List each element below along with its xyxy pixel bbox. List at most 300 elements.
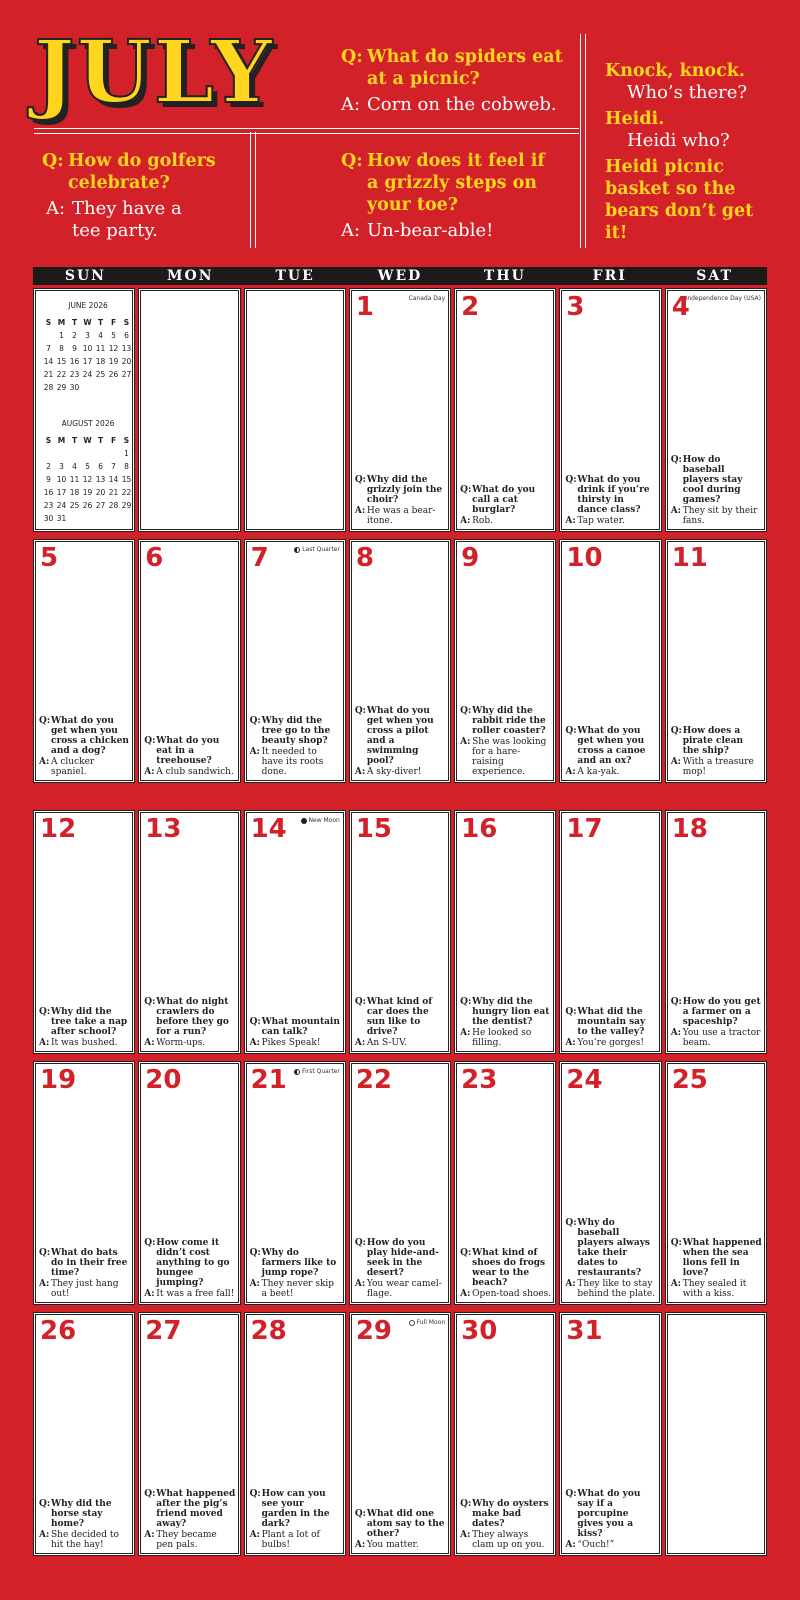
joke-question: How does it feel if a grizzly steps on your toe? <box>367 151 545 215</box>
day-cell-12[interactable] <box>33 810 135 1054</box>
mini-calendar-day <box>81 381 94 394</box>
day-cell-17[interactable] <box>559 810 661 1054</box>
day-note <box>686 295 761 302</box>
mini-calendar-day: 1 <box>124 449 129 458</box>
mini-calendar-day: 24 <box>82 370 93 379</box>
day-cell-21[interactable] <box>244 1061 346 1305</box>
day-cell-5[interactable] <box>33 539 135 783</box>
month-title: JULY <box>34 22 275 123</box>
day-joke-answer: It was a free fall! <box>156 1289 235 1299</box>
mini-calendar-day: 24 <box>56 501 67 510</box>
day-cell-3[interactable] <box>559 288 661 532</box>
day-joke-question: How do you play hide-and-seek in the desert? <box>366 1238 439 1278</box>
answer-label: A: <box>249 1038 260 1048</box>
quarter-moon-icon <box>294 1069 300 1075</box>
mini-calendar-day: 13 <box>121 344 132 353</box>
mini-calendar-day: 14 <box>43 357 54 366</box>
answer-label: A: <box>460 1530 471 1540</box>
day-joke <box>671 1238 762 1299</box>
question-label: Q: <box>460 1248 472 1258</box>
mini-calendar-day: 18 <box>69 488 80 497</box>
mini-calendar-day: 20 <box>121 357 132 366</box>
mini-calendar-day: 10 <box>82 344 93 353</box>
mini-calendar-day: 27 <box>121 370 132 379</box>
day-number: 18 <box>671 814 708 844</box>
mini-calendar-day: 2 <box>72 331 77 340</box>
mini-calendar-day: 30 <box>69 383 80 392</box>
quarter-moon-icon <box>294 547 300 553</box>
full-moon-icon <box>409 1320 415 1326</box>
mini-calendar-day: 6 <box>124 331 129 340</box>
mini-calendar-day: 31 <box>56 514 67 523</box>
day-number: 13 <box>145 814 182 844</box>
day-joke-answer: A club sandwich. <box>156 767 234 777</box>
empty-day-cell <box>138 288 240 532</box>
day-joke <box>565 1218 656 1299</box>
answer-label: A: <box>354 1540 366 1550</box>
question-label: Q: <box>354 997 367 1007</box>
joke-answer: They have a tee party. <box>72 198 182 241</box>
day-number: 25 <box>671 1065 708 1095</box>
mini-calendar-day <box>107 512 120 525</box>
weekday-tue: TUE <box>275 268 315 284</box>
knock-line-4: Heidi who? <box>627 130 730 151</box>
question-label: Q: <box>39 716 51 726</box>
header-divider-vertical-left <box>250 132 256 248</box>
day-joke-answer: Plant a lot of bulbs! <box>261 1530 320 1550</box>
mini-calendar-day: 17 <box>56 488 67 497</box>
day-number: 1 <box>355 292 374 322</box>
mini-calendar-day: 22 <box>56 370 67 379</box>
mini-calendar-day: 19 <box>108 357 119 366</box>
question-label: Q: <box>249 1017 261 1027</box>
day-number: 21 <box>250 1065 287 1095</box>
question-label: Q: <box>249 716 261 726</box>
day-cell-19[interactable] <box>33 1061 135 1305</box>
mini-calendar-day <box>81 447 94 460</box>
mini-calendar-weekday: S <box>45 436 52 445</box>
mini-calendar-title: AUGUST 2026 <box>61 419 115 428</box>
mini-calendar-day: 2 <box>46 462 51 471</box>
question-label: Q: <box>460 997 472 1007</box>
day-number: 24 <box>566 1065 603 1095</box>
day-cell-16[interactable] <box>454 810 556 1054</box>
day-cell-9[interactable] <box>454 539 556 783</box>
day-cell-27[interactable] <box>138 1312 240 1556</box>
day-joke-answer: A sky-diver! <box>366 767 422 777</box>
day-number: 9 <box>461 543 480 573</box>
day-cell-7[interactable] <box>244 539 346 783</box>
mini-calendar-weekday: T <box>71 436 78 445</box>
mini-calendar-day <box>42 447 55 460</box>
answer-label: A: <box>670 506 682 516</box>
mini-calendar-day <box>68 512 81 525</box>
header-divider-horizontal <box>34 128 579 134</box>
mini-calendar-day: 17 <box>82 357 93 366</box>
day-joke-question: What did the mountain say to the valley? <box>577 1007 646 1037</box>
day-joke-question: What kind of car does the sun like to drive? <box>366 997 433 1037</box>
day-joke-question: How come it didn’t cost anything to go bungee jumping? <box>156 1238 230 1288</box>
question-label: Q: <box>249 1248 261 1258</box>
day-joke-question: Why do farmers like to jump rope? <box>261 1248 337 1278</box>
day-cell-4[interactable] <box>665 288 767 532</box>
day-note-text: Full Moon <box>416 1319 446 1326</box>
day-joke-answer: They like to stay behind the plate. <box>577 1279 656 1299</box>
day-note-text: New Moon <box>308 817 340 824</box>
mini-calendar-day: 11 <box>69 475 80 484</box>
day-joke-question: Why did the grizzly join the choir? <box>366 475 443 505</box>
question-label: Q: <box>565 475 577 485</box>
joke-question: How do golfers celebrate? <box>68 151 216 193</box>
day-joke-question: What happened after the pig’s friend moved away? <box>156 1489 236 1529</box>
knock-line-3: Heidi. <box>605 109 665 129</box>
day-cell-2[interactable] <box>454 288 556 532</box>
day-number: 19 <box>40 1065 77 1095</box>
day-note <box>294 1068 340 1075</box>
mini-calendar-august <box>42 419 134 525</box>
day-number: 8 <box>355 543 374 573</box>
mini-calendar-day <box>94 512 107 525</box>
day-cell-30[interactable] <box>454 1312 556 1556</box>
answer-label: A: <box>39 1038 50 1048</box>
question-label: Q: <box>144 997 156 1007</box>
answer-label: A: <box>670 757 682 767</box>
day-joke <box>460 1248 551 1299</box>
answer-label: A: <box>460 1289 471 1299</box>
day-joke-answer: You use a tractor beam. <box>682 1028 761 1048</box>
mini-calendar-weekday: T <box>97 436 104 445</box>
weekday-wed: WED <box>377 268 423 284</box>
day-number: 7 <box>250 543 269 573</box>
day-joke <box>565 475 656 526</box>
day-joke-question: Why do oysters make bad dates? <box>472 1499 549 1529</box>
day-number: 2 <box>461 292 480 322</box>
day-joke-answer: It was bushed. <box>51 1038 118 1048</box>
mini-calendar-day: 14 <box>108 475 119 484</box>
mini-calendar-day: 23 <box>43 501 54 510</box>
day-joke <box>144 1238 235 1299</box>
day-number: 12 <box>40 814 77 844</box>
day-joke-question: What do night crawlers do before they go for a run? <box>156 997 229 1037</box>
answer-label: A: <box>39 1279 50 1289</box>
answer-label: A: <box>670 1028 682 1038</box>
day-number: 15 <box>355 814 393 844</box>
day-number: 6 <box>145 543 164 573</box>
weekday-sun: SUN <box>64 268 106 284</box>
mini-calendar-day: 15 <box>56 357 67 366</box>
answer-label: A: <box>460 516 471 526</box>
mini-calendar-day: 6 <box>98 462 103 471</box>
answer-label: A: <box>565 1540 576 1550</box>
answer-label: A: <box>354 1038 366 1048</box>
answer-label: A: <box>249 1279 260 1289</box>
mini-calendar-day <box>94 447 107 460</box>
day-joke <box>39 1499 130 1550</box>
question-label: Q: <box>354 1238 367 1248</box>
mini-calendar-weekday: S <box>123 436 130 445</box>
mini-calendar-day <box>107 381 120 394</box>
day-number: 10 <box>566 543 603 573</box>
mini-calendar-day <box>42 329 55 342</box>
day-joke <box>565 1007 656 1048</box>
day-number: 29 <box>355 1316 393 1346</box>
answer-label: A: <box>565 516 576 526</box>
day-cell-23[interactable] <box>454 1061 556 1305</box>
mini-calendar-day: 30 <box>43 514 54 523</box>
question-label: Q: <box>460 706 472 716</box>
mini-calendar-day: 28 <box>108 501 119 510</box>
question-label: Q: <box>670 726 682 736</box>
day-joke <box>565 726 656 777</box>
day-number: 17 <box>566 814 603 844</box>
mini-calendar-day: 7 <box>46 344 51 353</box>
day-joke <box>355 997 446 1048</box>
day-number: 14 <box>250 814 287 844</box>
day-joke <box>565 1489 656 1550</box>
mini-calendar-day: 8 <box>124 462 129 471</box>
day-joke <box>144 997 235 1048</box>
day-joke-question: What happened when the sea lions fell in love? <box>682 1238 762 1278</box>
mini-calendar-day: 23 <box>69 370 80 379</box>
day-number: 3 <box>566 292 585 322</box>
calendar-week <box>33 288 767 532</box>
mini-calendar-day: 18 <box>95 357 106 366</box>
mini-calendar-day <box>81 512 94 525</box>
mini-calendar-title: JUNE 2026 <box>68 301 108 310</box>
day-joke-answer: She was looking for a hare-raising experience. <box>472 737 547 777</box>
header-joke-grizzly: Q: How does it feel if a grizzly steps on your toe? A: Un-bear-able! <box>341 150 571 242</box>
mini-calendar-day <box>107 447 120 460</box>
answer-label: A: <box>565 767 576 777</box>
header-joke-spiders: Q: What do spiders eat at a picnic? A: Corn on the cobweb. <box>341 46 576 116</box>
joke-answer: Corn on the cobweb. <box>367 94 557 115</box>
day-joke-question: What mountain can talk? <box>261 1017 340 1037</box>
mini-calendar-day: 26 <box>82 501 93 510</box>
mini-calendar-day: 11 <box>95 344 106 353</box>
day-cell-31[interactable] <box>559 1312 661 1556</box>
day-joke-question: How can you see your garden in the dark? <box>261 1489 330 1529</box>
day-joke-answer: You matter. <box>366 1540 419 1550</box>
day-cell-8[interactable] <box>349 539 451 783</box>
answer-label: A: <box>144 1530 155 1540</box>
mini-calendar-day: 5 <box>111 331 116 340</box>
mini-calendar-day: 22 <box>121 488 132 497</box>
calendar-week <box>33 810 767 1054</box>
day-cell-13[interactable] <box>138 810 240 1054</box>
mini-calendar-day: 20 <box>95 488 106 497</box>
mini-calendar-day: 21 <box>43 370 54 379</box>
day-joke-answer: “Ouch!” <box>577 1540 615 1550</box>
mini-calendar-day: 28 <box>43 383 54 392</box>
day-joke-answer: He was a bear-itone. <box>366 506 436 526</box>
mini-calendar-day: 1 <box>59 331 64 340</box>
day-note-text: First Quarter <box>302 1068 340 1075</box>
mini-calendar-day: 29 <box>56 383 67 392</box>
empty-day-cell <box>665 1312 767 1556</box>
calendar-week <box>33 1061 767 1305</box>
day-joke-answer: A clucker spaniel. <box>51 757 95 777</box>
mini-calendar-weekday: S <box>45 318 52 327</box>
day-joke <box>460 1499 551 1550</box>
day-number: 4 <box>671 292 690 322</box>
question-label: Q: <box>144 1238 156 1248</box>
day-joke <box>250 1017 341 1048</box>
day-joke <box>355 1509 446 1550</box>
question-label: Q: <box>670 997 682 1007</box>
question-label: Q: <box>460 485 472 495</box>
day-cell-25[interactable] <box>665 1061 767 1305</box>
answer-label: A: <box>144 1289 155 1299</box>
mini-calendar-day: 27 <box>95 501 106 510</box>
question-label: Q: <box>565 1489 577 1499</box>
question-label: Q: <box>39 1248 51 1258</box>
mini-calendar-day: 15 <box>121 475 132 484</box>
day-joke <box>250 1489 341 1550</box>
day-note <box>409 1319 446 1326</box>
day-joke-question: What do you say if a porcupine gives you a kiss? <box>577 1489 641 1539</box>
day-joke <box>460 997 551 1048</box>
day-number: 31 <box>566 1316 603 1346</box>
day-note <box>409 295 446 302</box>
day-joke-question: Why did the hungry lion eat the dentist? <box>472 997 550 1027</box>
day-joke-answer: They just hang out! <box>51 1279 119 1299</box>
day-joke-question: How does a pirate clean the ship? <box>682 726 744 756</box>
day-cell-14[interactable] <box>244 810 346 1054</box>
day-joke <box>144 1489 235 1550</box>
day-note-text: Canada Day <box>408 295 446 302</box>
day-joke <box>250 716 341 777</box>
day-cell-11[interactable] <box>665 539 767 783</box>
day-note-text: Independence Day (USA) <box>685 295 761 302</box>
mini-calendar-weekday: W <box>83 436 92 445</box>
day-joke-answer: With a treasure mop! <box>682 757 754 777</box>
day-cell-6[interactable] <box>138 539 240 783</box>
day-joke-answer: They never skip a beet! <box>261 1279 335 1299</box>
day-joke <box>460 485 551 526</box>
knock-knock-joke <box>605 60 775 244</box>
day-joke-answer: Rob. <box>472 516 493 526</box>
mini-calendar-day: 19 <box>82 488 93 497</box>
joke-answer: Un-bear-able! <box>367 220 494 241</box>
day-joke-question: What do you drink if you’re thirsty in dance class? <box>577 475 650 515</box>
question-label: Q: <box>354 475 367 485</box>
mini-calendar-weekday: S <box>123 318 130 327</box>
day-joke-question: What do bats do in their free time? <box>51 1248 128 1278</box>
day-joke <box>671 455 762 526</box>
mini-calendar-day: 16 <box>43 488 54 497</box>
day-joke-question: What kind of shoes do frogs wear to the beach? <box>472 1248 546 1288</box>
mini-calendar-weekday: W <box>83 318 92 327</box>
day-joke-question: How do baseball players stay cool during games? <box>682 455 743 505</box>
mini-calendar-day: 9 <box>72 344 77 353</box>
question-label: Q: <box>144 1489 156 1499</box>
day-joke-answer: They sit by their fans. <box>682 506 758 526</box>
answer-label: A: <box>354 1279 366 1289</box>
mini-calendar-day: 26 <box>108 370 119 379</box>
day-joke <box>250 1248 341 1299</box>
mini-calendar-day <box>120 381 133 394</box>
day-joke <box>671 726 762 777</box>
day-cell-24[interactable] <box>559 1061 661 1305</box>
new-moon-icon <box>301 818 307 824</box>
question-label: Q: <box>670 455 682 465</box>
day-cell-26[interactable] <box>33 1312 135 1556</box>
day-number: 5 <box>40 543 59 573</box>
day-joke-answer: She decided to hit the hay! <box>51 1530 119 1550</box>
weekday-mon: MON <box>167 268 214 284</box>
day-joke-answer: You wear camel-flage. <box>366 1279 442 1299</box>
day-joke-answer: They sealed it with a kiss. <box>682 1279 747 1299</box>
day-cell-10[interactable] <box>559 539 661 783</box>
mini-calendar-weekday: M <box>57 436 66 445</box>
mini-calendar-day: 4 <box>72 462 77 471</box>
mini-calendar-day: 3 <box>59 462 64 471</box>
day-number: 27 <box>145 1316 182 1346</box>
mini-calendar-day: 29 <box>121 501 132 510</box>
day-joke-question: How do you get a farmer on a spaceship? <box>682 997 761 1027</box>
day-cell-22[interactable] <box>349 1061 451 1305</box>
day-joke <box>39 716 130 777</box>
day-cell-18[interactable] <box>665 810 767 1054</box>
mini-calendar-day: 10 <box>56 475 67 484</box>
question-label: Q: <box>39 1007 51 1017</box>
day-joke-answer: They became pen pals. <box>156 1530 217 1550</box>
mini-calendar-day <box>94 381 107 394</box>
mini-calendar-weekday: T <box>97 318 104 327</box>
day-note <box>294 546 340 553</box>
mini-calendar-weekday: T <box>71 318 78 327</box>
day-number: 28 <box>250 1316 287 1346</box>
day-cell-20[interactable] <box>138 1061 240 1305</box>
day-joke-question: What did one atom say to the other? <box>366 1509 445 1539</box>
answer-label: A: <box>565 1038 576 1048</box>
day-joke-question: Why did the tree go to the beauty shop? <box>261 716 331 746</box>
day-cell-29[interactable] <box>349 1312 451 1556</box>
day-joke-answer: Pikes Speak! <box>261 1038 321 1048</box>
weekday-sat: SAT <box>696 268 733 284</box>
day-cell-1[interactable] <box>349 288 451 532</box>
mini-calendar-day: 13 <box>95 475 106 484</box>
day-cell-28[interactable] <box>244 1312 346 1556</box>
mini-calendar-day: 12 <box>82 475 93 484</box>
answer-label: A: <box>354 767 366 777</box>
day-joke <box>355 706 446 777</box>
calendar-week <box>33 539 767 783</box>
mini-calendar-cell <box>33 288 135 532</box>
question-label: Q: <box>354 1509 367 1519</box>
day-number: 22 <box>355 1065 393 1095</box>
mini-calendar-day: 8 <box>59 344 64 353</box>
day-cell-15[interactable] <box>349 810 451 1054</box>
day-note <box>301 817 340 824</box>
mini-calendar-day: 16 <box>69 357 80 366</box>
question-label: Q: <box>670 1238 682 1248</box>
day-number: 30 <box>461 1316 498 1346</box>
mini-calendar-day: 4 <box>98 331 103 340</box>
knock-line-2: Who’s there? <box>627 82 747 103</box>
answer-label: A: <box>39 1530 50 1540</box>
mini-calendar-day: 5 <box>85 462 90 471</box>
answer-label: A: <box>144 767 155 777</box>
mini-calendar-june <box>42 301 134 394</box>
weekday-fri: FRI <box>592 268 627 284</box>
mini-calendar-day: 9 <box>46 475 51 484</box>
mini-calendar-day: 3 <box>85 331 90 340</box>
day-number: 20 <box>145 1065 182 1095</box>
day-joke <box>355 1238 446 1299</box>
day-joke-question: Why did the tree take a nap after school? <box>51 1007 128 1037</box>
empty-day-cell <box>244 288 346 532</box>
